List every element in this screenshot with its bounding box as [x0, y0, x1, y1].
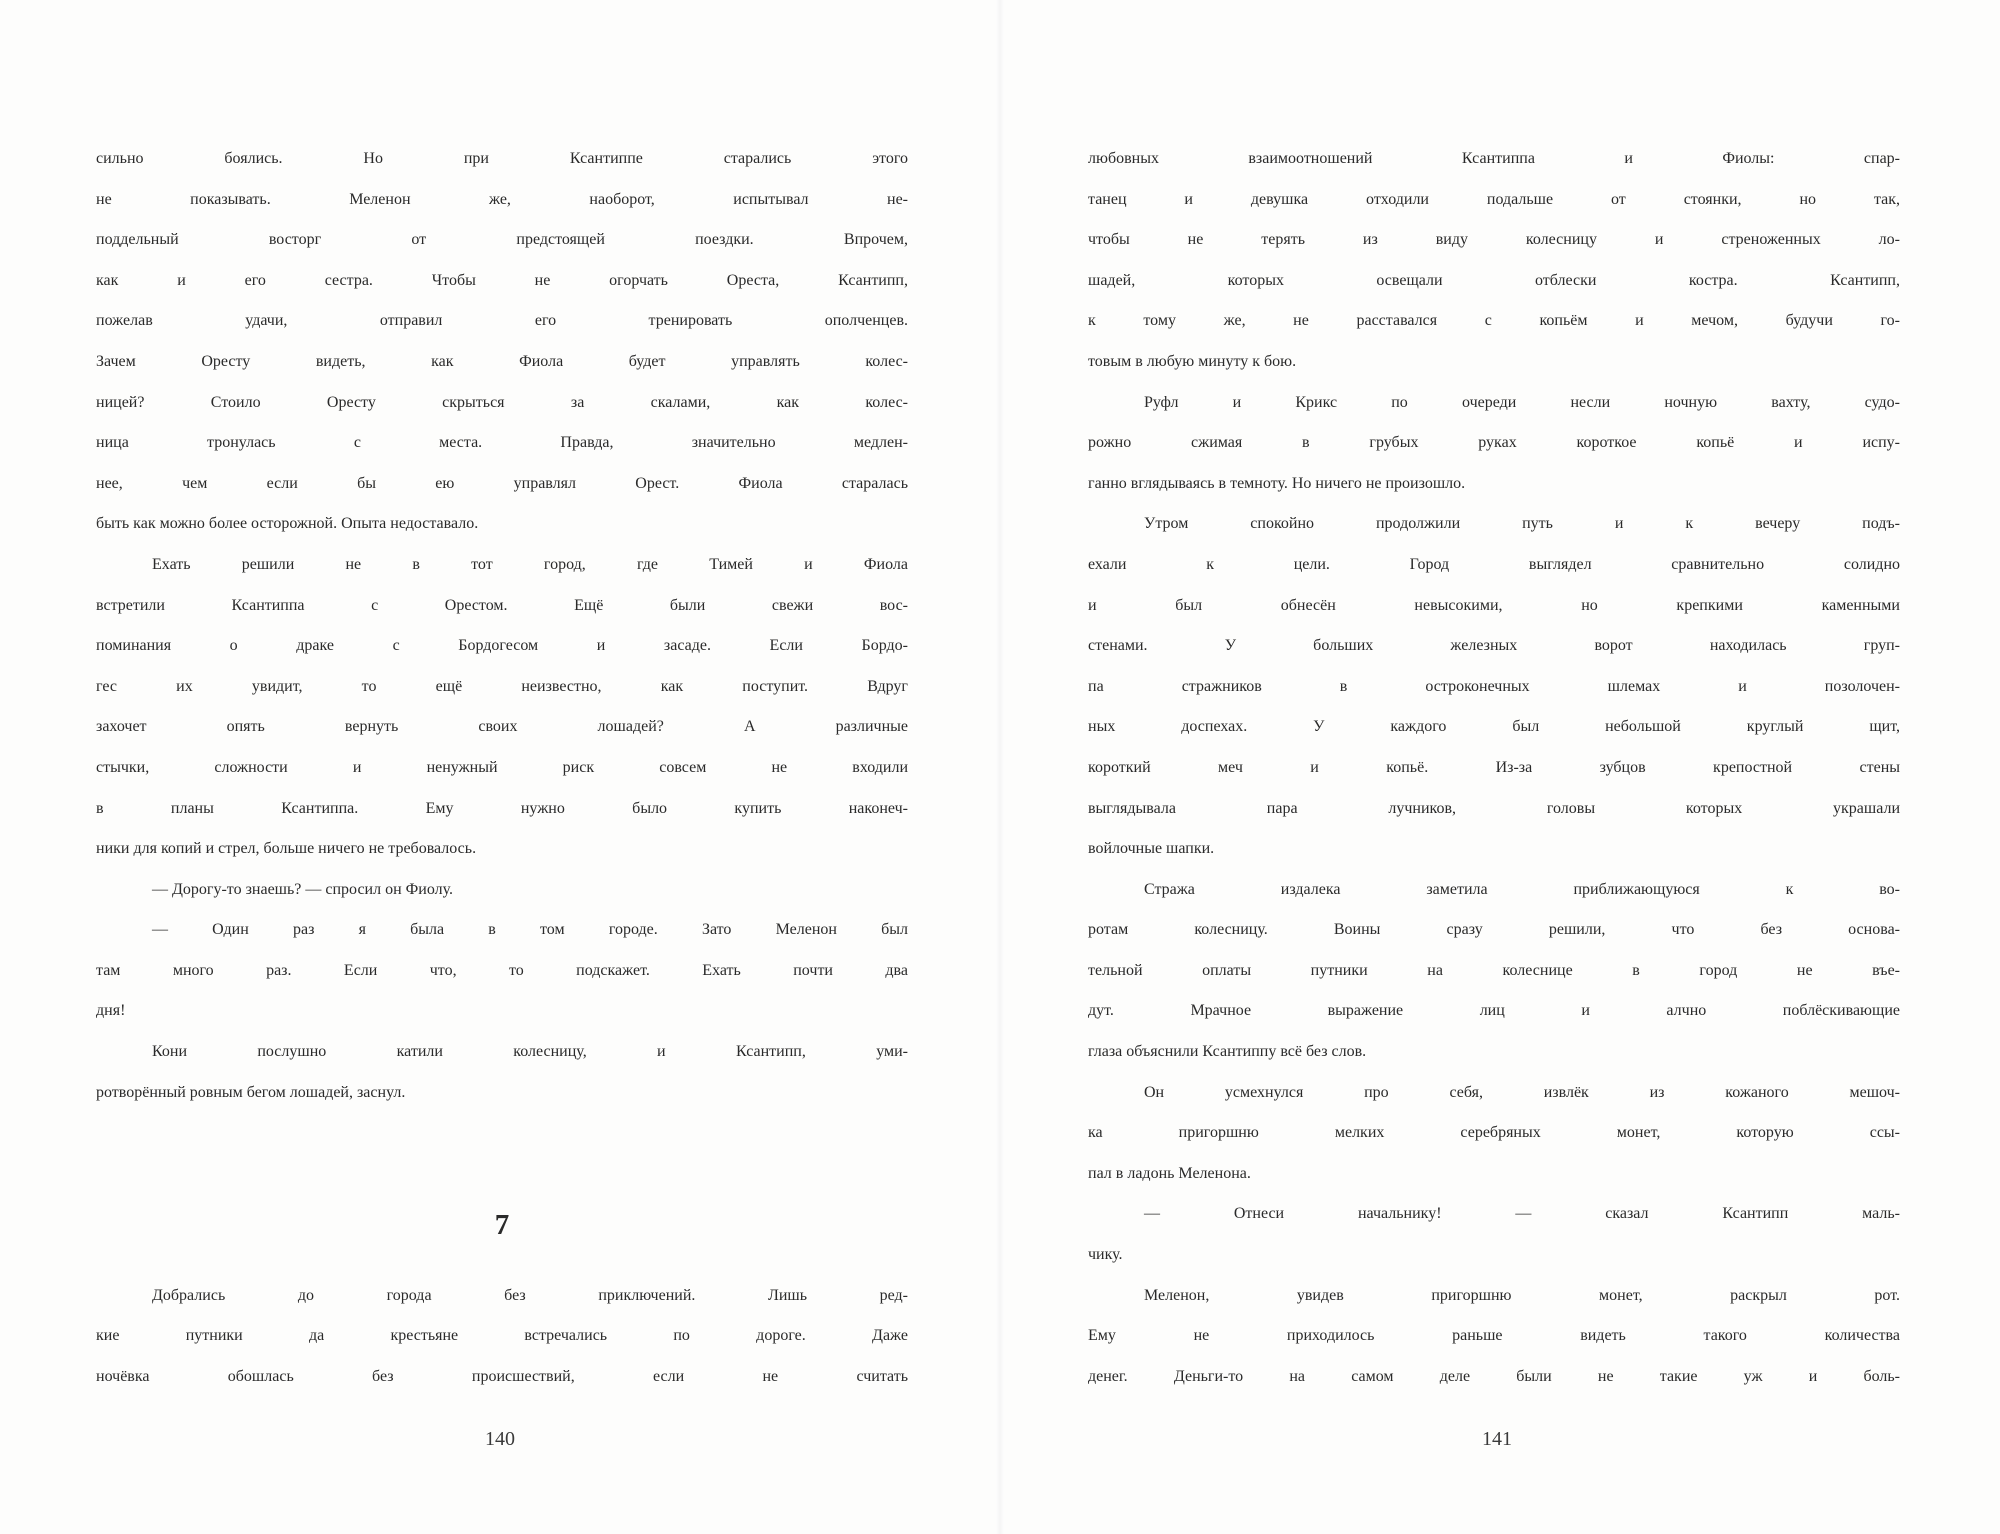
text-line: Стража издалека заметила приближающуюся к во- [1144, 880, 1900, 898]
page-number-left: 140 [485, 1428, 515, 1450]
text-line: Зачем Оресту видеть, как Фиола будет управлять колес- [96, 352, 908, 370]
text-line: к тому же, не расставался с копьём и мечом, будучи го- [1088, 312, 1900, 330]
text-line: шадей, которых освещали отблески костра. Ксантипп, [1088, 271, 1900, 289]
text-line: глаза объяснили Ксантиппу всё без слов. [1088, 1043, 1367, 1061]
text-line: ники для копий и стрел, больше ничего не требовалось. [96, 840, 477, 858]
text-line: пал в ладонь Меленона. [1088, 1164, 1251, 1182]
text-line: дут. Мрачное выражение лиц и алчно поблёскивающие [1088, 1002, 1900, 1020]
text-line: дня! [96, 1002, 126, 1020]
page-number-right: 141 [1482, 1428, 1512, 1450]
text-line: как и его сестра. Чтобы не огорчать Ореста, Ксантипп, [96, 271, 908, 289]
text-line: Руфл и Крикс по очереди несли ночную вахту, судо- [1144, 393, 1900, 411]
text-line: поминания о драке с Бордогесом и засаде. Если Бордо- [96, 637, 908, 655]
text-line: сильно боялись. Но при Ксантиппе старались этого [96, 150, 908, 167]
text-line: ротам колесницу. Воины сразу решили, что без основа- [1088, 921, 1900, 939]
text-line: ницей? Стоило Оресту скрыться за скалами, как колес- [96, 393, 908, 411]
text-line: и был обнесён невысокими, но крепкими каменными [1088, 596, 1900, 614]
text-line: ночёвка обошлась без происшествий, если не считать [96, 1367, 908, 1385]
text-line: чику. [1088, 1246, 1123, 1264]
text-line: поддельный восторг от предстоящей поездки. Впрочем, [96, 231, 908, 249]
text-line: войлочные шапки. [1088, 840, 1215, 858]
text-line: тельной оплаты путники на колеснице в город не въе- [1088, 961, 1900, 979]
text-line: денег. Деньги-то на самом деле были не такие уж и боль- [1088, 1367, 1900, 1385]
text-line: танец и девушка отходили подальше от стоянки, но так, [1088, 190, 1900, 208]
text-line: — Один раз я была в том городе. Зато Меленон был [152, 921, 908, 939]
text-line: ка пригоршню мелких серебряных монет, которую ссы- [1088, 1124, 1900, 1142]
text-line: ных доспехах. У каждого был небольшой круглый щит, [1088, 718, 1900, 736]
text-line: нее, чем если бы ею управлял Орест. Фиола старалась [96, 474, 908, 492]
text-line: — Отнеси начальнику! — сказал Ксантипп маль- [1144, 1205, 1900, 1223]
text-line: ротворённый ровным бегом лошадей, заснул. [96, 1083, 406, 1101]
text-line: Он усмехнулся про себя, извлёк из кожаного мешоч- [1144, 1083, 1900, 1101]
left-page [96, 150, 908, 1408]
text-line: Утром спокойно продолжили путь и к вечеру подъ- [1144, 515, 1900, 533]
text-line: Меленон, увидев пригоршню монет, раскрыл рот. [1144, 1286, 1900, 1304]
text-line: гес их увидит, то ещё неизвестно, как поступит. Вдруг [96, 677, 908, 695]
text-line: захочет опять вернуть своих лошадей? А различные [96, 718, 908, 736]
text-line: в планы Ксантиппа. Ему нужно было купить наконеч- [96, 799, 908, 817]
text-line: ганно вглядываясь в темноту. Но ничего не произошло. [1088, 474, 1466, 492]
text-line: встретили Ксантиппа с Орестом. Ещё были свежи вос- [96, 596, 908, 614]
text-line: ехали к цели. Город выглядел сравнительно солидно [1088, 555, 1900, 573]
text-line: стенами. У больших железных ворот находилась груп- [1088, 637, 1900, 655]
text-line: выглядывала пара лучников, головы которых украшали [1088, 799, 1900, 817]
text-line: Кони послушно катили колесницу, и Ксантипп, уми- [152, 1043, 908, 1061]
text-line: па стражников в остроконечных шлемах и позолочен- [1088, 677, 1900, 695]
text-line: кие путники да крестьяне встречались по дороге. Даже [96, 1327, 908, 1345]
text-line: Ехать решили не в тот город, где Тимей и Фиола [152, 555, 908, 573]
text-line: Ему не приходилось раньше видеть такого количества [1088, 1327, 1900, 1345]
book-gutter [996, 0, 1004, 1534]
text-line: быть как можно более осторожной. Опыта недоставало. [96, 515, 479, 533]
text-line: товым в любую минуту к бою. [1088, 352, 1297, 370]
text-line: там много раз. Если что, то подскажет. Ехать почти два [96, 961, 908, 979]
text-line: любовных взаимоотношений Ксантиппа и Фиолы: спар- [1088, 150, 1900, 167]
text-line: ница тронулась с места. Правда, значительно медлен- [96, 434, 908, 452]
right-page [1088, 150, 1900, 1408]
text-line: рожно сжимая в грубых руках короткое копьё и испу- [1088, 434, 1900, 452]
text-line: чтобы не терять из виду колесницу и стреноженных ло- [1088, 231, 1900, 249]
chapter-number: 7 [494, 1209, 510, 1242]
text-line: пожелав удачи, отправил его тренировать ополченцев. [96, 312, 908, 330]
text-line: — Дорогу-то знаешь? — спросил он Фиолу. [152, 880, 454, 898]
text-line: не показывать. Меленон же, наоборот, испытывал не- [96, 190, 908, 208]
text-line: короткий меч и копьё. Из-за зубцов крепостной стены [1088, 758, 1900, 776]
text-line: Добрались до города без приключений. Лишь ред- [152, 1286, 908, 1304]
text-line: стычки, сложности и ненужный риск совсем не входили [96, 758, 908, 776]
